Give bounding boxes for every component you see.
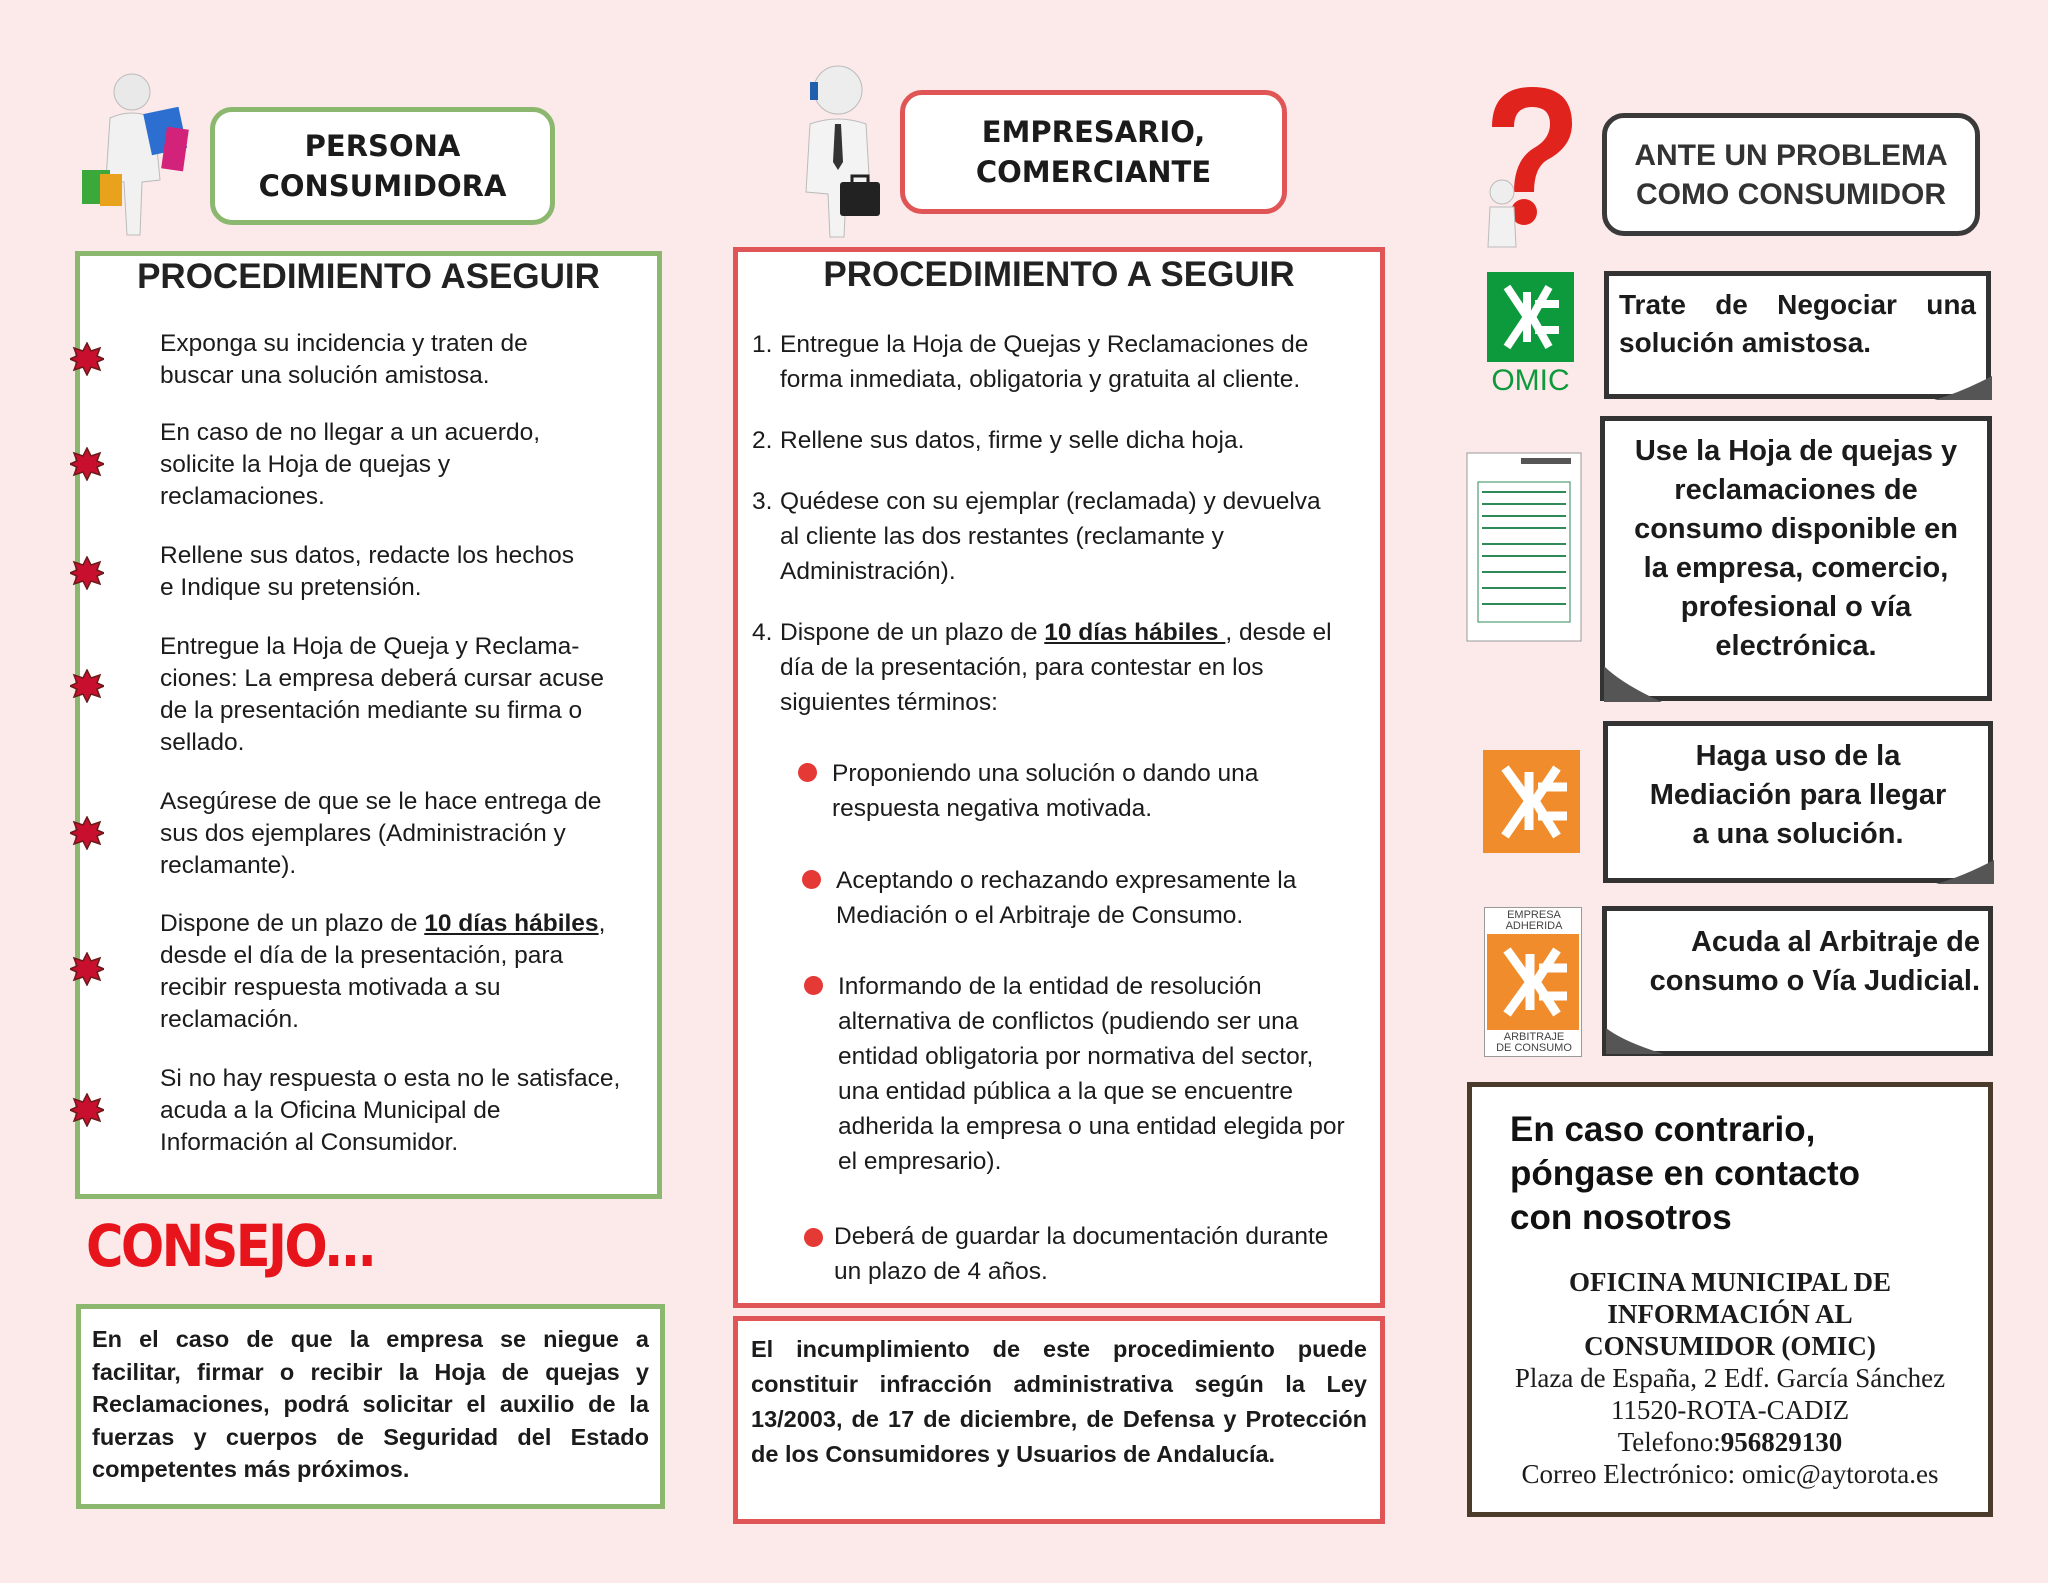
mediation-logo-icon [1483,750,1580,853]
page-curl-decoration [1604,1026,1666,1056]
note-hoja-quejas: Use la Hoja de quejas y reclamaciones de consumo disponible en la empresa, comercio, profesional o vía electrónica. [1600,416,1992,701]
question-mark-person-icon [1472,82,1582,252]
empresario-header: EMPRESARIO, COMERCIANTE [900,90,1287,214]
step-number: 4. [752,619,773,646]
procedimiento-empresario-title: PROCEDIMIENTO A SEGUIR [823,255,1295,294]
step-number: 1. [752,331,773,358]
office-phone [1470,1426,1990,1458]
list-item-text: Dispone de un plazo de 10 días hábiles, desde el día de la presentación, para recibir respuesta motivada a su reclamación. [160,910,606,1033]
note-arbitraje: Acuda al Arbitraje de consumo o Vía Judicial. [1602,906,1993,1056]
office-name: OFICINA MUNICIPAL DE INFORMACIÓN AL CONSUMIDOR (OMIC) [1568,1267,1892,1361]
bullet-text: Aceptando o rechazando expresamente la Mediación o el Arbitraje de Consumo. [836,867,1297,929]
star-bullet-icon [70,342,104,376]
star-bullet-icon [70,447,104,481]
step-number: 3. [752,488,773,515]
bullet-text: Proponiendo una solución o dando una respuesta negativa motivada. [832,760,1259,822]
bullet-text: Informando de la entidad de resolución alternativa de conflictos (pudiendo ser una entidad obligatoria por normativa del sector, una entidad pública a la que se encuentre adherida la empresa o una entidad elegida por el empresario). [838,973,1345,1175]
consejo-title: CONSEJO... [86,1212,375,1280]
step-number: 2. [752,427,773,454]
list-item-text: Exponga su incidencia y traten de buscar una solución amistosa. [160,330,528,389]
bullet-dot [804,1228,823,1247]
list-item-text: Entregue la Hoja de Queja y Reclama- ciones: La empresa deberá cursar acuse de la presentación mediante su firma o sellado. [160,633,604,756]
businessman-icon [780,62,900,242]
arbitraje-bottom-text: ARBITRAJE DE CONSUMO [1496,1031,1572,1054]
step-text: Entregue la Hoja de Quejas y Reclamaciones de forma inmediata, obligatoria y gratuita al cliente. [780,331,1309,393]
bullet-dot [802,870,821,889]
star-bullet-icon [70,1093,104,1127]
office-address: Plaza de España, 2 Edf. García Sánchez [1514,1363,1946,1393]
arbitration-logo-icon [1484,907,1582,1057]
omic-logo-icon [1487,272,1574,397]
ante-un-problema-header: ANTE UN PROBLEMA COMO CONSUMIDOR [1602,113,1980,236]
consejo-note: En el caso de que la empresa se niegue a facilitar, firmar o recibir la Hoja de quejas y Reclamaciones, podrá solicitar el auxilio de la fuerzas y cuerpos de Seguridad del Estado competentes más próximos. [76,1304,665,1509]
list-item-text: Si no hay respuesta o esta no le satisface, acuda a la Oficina Municipal de Información al Consumidor. [160,1065,621,1156]
step-text: Dispone de un plazo de 10 días hábiles , desde el día de la presentación, para contestar en los siguientes términos: [780,619,1332,716]
bullet-text: Deberá de guardar la documentación durante un plazo de 4 años. [834,1223,1329,1285]
bullet-dot [798,763,817,782]
star-bullet-icon [70,556,104,590]
step-text: Rellene sus datos, firme y selle dicha hoja. [780,427,1245,454]
arbitraje-top-text: EMPRESA ADHERIDA [1505,909,1563,932]
step-text: Quédese con su ejemplar (reclamada) y devuelva al cliente las dos restantes (reclamante y Administración). [780,488,1321,585]
office-postcode: 11520-ROTA-CADIZ [1610,1395,1850,1425]
shopping-person-icon [72,70,207,240]
contact-heading: En caso contrario, póngase en contacto con nosotros [1510,1110,1861,1237]
page-curl-decoration [1934,858,1996,886]
note-negociar: Trate de Negociar una solución amistosa. [1604,271,1991,399]
phone-number[interactable]: 956829130 [1720,1427,1843,1457]
note-mediacion: Haga uso de la Mediación para llegar a una solución. [1603,721,1993,883]
persona-consumidora-header: PERSONA CONSUMIDORA [210,107,555,225]
procedimiento-consumidor-title: PROCEDIMIENTO ASEGUIR [137,257,600,296]
complaint-form-icon [1466,452,1582,642]
star-bullet-icon [70,952,104,986]
list-item-text: Rellene sus datos, redacte los hechos e Indique su pretensión. [160,542,575,601]
list-item-text: En caso de no llegar a un acuerdo, solicite la Hoja de quejas y reclamaciones. [160,419,541,510]
phone-label: Telefono: [1617,1427,1721,1457]
warning-note: El incumplimiento de este procedimiento puede constituir infracción administrativa según la Ley 13/2003, de 17 de diciembre, de Defensa y Protección de los Consumidores y Usuarios de Andalucía. [733,1316,1385,1524]
list-item-text: Asegúrese de que se le hace entrega de sus dos ejemplares (Administración y reclamante). [160,788,602,879]
page-curl-decoration [1932,374,1994,402]
office-email[interactable]: Correo Electrónico: omic@aytorota.es [1521,1459,1939,1489]
star-bullet-icon [70,816,104,850]
star-bullet-icon [70,669,104,703]
bullet-dot [804,976,823,995]
page-curl-decoration [1602,664,1664,704]
omic-logo-text: OMIC [1491,364,1570,397]
